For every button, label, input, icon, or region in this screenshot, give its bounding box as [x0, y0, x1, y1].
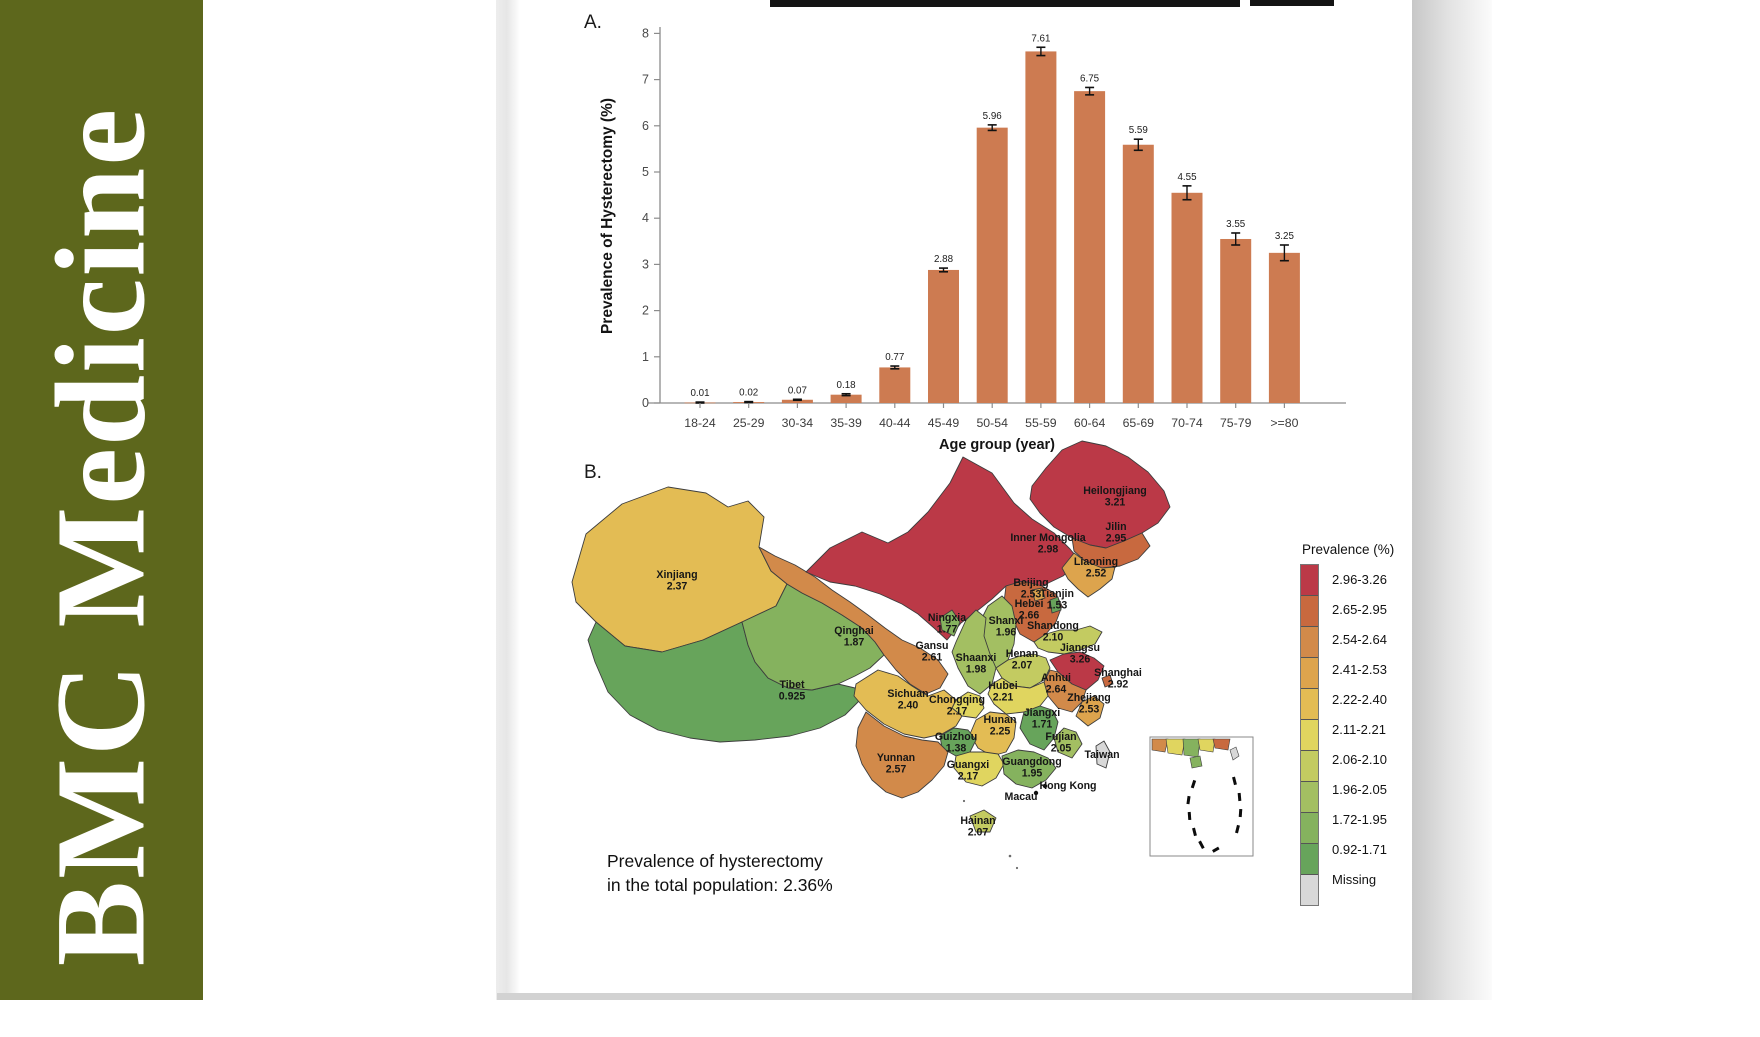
map-value-Anhui: 2.64 [1045, 683, 1067, 696]
map-value-Hubei: 2.21 [992, 691, 1014, 704]
map-value-Guangdong: 1.95 [1021, 767, 1043, 780]
x-tick-label: 18-24 [684, 416, 716, 430]
bar-value-label: 3.25 [1274, 230, 1294, 242]
legend-entry [1319, 804, 1387, 834]
map-legend [1300, 542, 1394, 906]
x-tick-label: 50-54 [976, 416, 1008, 430]
bar-value-label: 0.07 [787, 385, 807, 397]
legend-swatch-2.96-3.26 [1301, 565, 1318, 596]
map-value-Jilin: 2.95 [1105, 532, 1127, 545]
legend-entry-label: 2.54-2.64 [1332, 631, 1387, 647]
y-tick-label: 6 [642, 118, 649, 133]
map-value-Qinghai: 1.87 [843, 636, 865, 649]
legend-entry-label: Missing [1332, 871, 1377, 887]
map-label-Jilin: Jilin [1105, 521, 1127, 533]
map-label-Yunnan: Yunnan [876, 752, 916, 764]
legend-swatch-column [1300, 564, 1319, 906]
legend-entry [1319, 714, 1387, 744]
legend-swatch-2.11-2.21 [1301, 720, 1318, 751]
map-value-Shandong: 2.10 [1042, 631, 1064, 644]
journal-spine [0, 0, 203, 1000]
map-value-Shaanxi: 1.98 [965, 663, 987, 676]
map-label-Hainan: Hainan [960, 815, 996, 827]
x-tick-label: 25-29 [732, 416, 765, 430]
map-value-Hebei: 2.66 [1018, 609, 1040, 622]
y-tick-label: 3 [642, 257, 649, 272]
map-label-Tibet: Tibet [779, 679, 805, 691]
map-label-Hubei: Hubei [988, 680, 1018, 692]
map-label-Shanxi: Shanxi [988, 615, 1024, 627]
legend-entry-label: 2.96-3.26 [1332, 571, 1387, 587]
y-tick-label: 7 [642, 72, 649, 87]
map-label-Zhejiang: Zhejiang [1067, 692, 1111, 704]
legend-entry-label: 2.65-2.95 [1332, 601, 1387, 617]
x-tick-label: 35-39 [830, 416, 862, 430]
legend-entry-label: 2.41-2.53 [1332, 661, 1387, 677]
map-value-Jiangxi: 1.71 [1031, 718, 1053, 731]
bar-65-69 [1123, 145, 1154, 403]
map-label-Ningxia: Ningxia [927, 612, 967, 624]
map-value-Tibet: 0.925 [778, 690, 806, 703]
legend-entry-label: 0.92-1.71 [1332, 841, 1387, 857]
map-label-Heilongjiang: Heilongjiang [1083, 485, 1147, 497]
map-label-Guangdong: Guangdong [1002, 756, 1062, 768]
map-value-Tianjin: 1.53 [1046, 599, 1068, 612]
bar-value-label: 2.88 [933, 254, 954, 266]
x-tick-label: 45-49 [927, 416, 960, 430]
legend-entry [1319, 594, 1387, 624]
bar-50-54 [977, 128, 1008, 403]
map-label-Taiwan: Taiwan [1084, 749, 1120, 761]
panel-a-label: A. [584, 12, 602, 33]
legend-swatch-0.92-1.71 [1301, 844, 1318, 875]
legend-entry [1319, 834, 1387, 864]
map-label-Hunan: Hunan [983, 714, 1017, 726]
legend-swatch-2.65-2.95 [1301, 596, 1318, 627]
legend-entry [1319, 624, 1387, 654]
y-tick-label: 0 [642, 396, 649, 410]
map-label-Jiangxi: Jiangxi [1023, 707, 1061, 719]
legend-swatch-2.54-2.64 [1301, 627, 1318, 658]
bar-70-74 [1172, 193, 1203, 403]
legend-entry-label: 2.06-2.10 [1332, 751, 1387, 767]
map-label-Guizhou: Guizhou [934, 731, 978, 743]
map-label-Hebei: Hebei [1014, 598, 1044, 610]
map-value-Zhejiang: 2.53 [1078, 703, 1100, 716]
legend-swatch-2.22-2.40 [1301, 689, 1318, 720]
legend-swatch-2.41-2.53 [1301, 658, 1318, 689]
bar-value-label: 0.02 [739, 387, 759, 399]
map-value-Beijing: 2.53 [1020, 588, 1042, 601]
map-label-Shaanxi: Shaanxi [955, 652, 997, 664]
map-value-Chongqing: 2.17 [946, 705, 968, 718]
legend-entry [1319, 564, 1387, 594]
bar-value-label: 0.01 [690, 388, 710, 400]
y-tick-label: 4 [642, 211, 649, 226]
x-tick-label: >=80 [1270, 416, 1299, 430]
y-tick-label: 1 [642, 349, 649, 364]
map-label-Gansu: Gansu [915, 640, 949, 652]
x-tick-label: 60-64 [1073, 416, 1106, 430]
china-prevalence-map [560, 425, 1360, 1000]
bar-value-label: 0.18 [836, 379, 856, 391]
map-label-Chongqing: Chongqing [929, 694, 985, 706]
legend-swatch-1.96-2.05 [1301, 782, 1318, 813]
x-tick-label: 65-69 [1122, 416, 1155, 430]
map-label-Henan: Henan [1005, 648, 1039, 660]
legend-entry [1319, 654, 1387, 684]
map-label-Beijing: Beijing [1013, 577, 1049, 589]
bar-40-44 [879, 367, 910, 403]
map-value-Henan: 2.07 [1011, 659, 1033, 672]
map-label-Sichuan: Sichuan [887, 688, 929, 700]
map-label-Anhui: Anhui [1040, 672, 1072, 684]
map-value-Heilongjiang: 3.21 [1104, 496, 1126, 509]
map-label-Xinjiang: Xinjiang [656, 569, 698, 581]
map-label-Macau: Macau [1004, 791, 1038, 803]
map-value-Hainan: 2.07 [967, 826, 989, 839]
bar-75-79 [1220, 239, 1251, 403]
map-value-Gansu: 2.61 [921, 651, 943, 664]
x-tick-label: 75-79 [1219, 416, 1252, 430]
legend-swatch-1.72-1.95 [1301, 813, 1318, 844]
page-left-edge-shadow [496, 0, 520, 1000]
map-label-Guangxi: Guangxi [946, 759, 990, 771]
annotation-line-1: Prevalence of hysterectomy [607, 851, 823, 871]
map-label-Liaoning: Liaoning [1073, 556, 1119, 568]
legend-title: Prevalence (%) [1302, 542, 1395, 557]
map-label-Jiangsu: Jiangsu [1059, 642, 1101, 654]
map-label-Hong Kong: Hong Kong [1039, 780, 1097, 792]
x-tick-label: 30-34 [781, 416, 814, 430]
y-tick-label: 5 [642, 165, 649, 179]
bar-value-label: 5.96 [982, 110, 1002, 122]
legend-swatch-Missing [1301, 875, 1318, 905]
map-label-Inner Mongolia: Inner Mongolia [1010, 532, 1086, 544]
south-china-sea-inset [1150, 737, 1253, 856]
total-prevalence-annotation [607, 849, 833, 897]
map-label-Tianjin: Tianjin [1040, 588, 1074, 600]
bar-value-label: 5.59 [1128, 125, 1148, 137]
bar->=80 [1269, 253, 1300, 403]
map-value-Xinjiang: 2.37 [666, 580, 688, 593]
bar-value-label: 7.61 [1031, 33, 1051, 45]
x-axis-title: Age group (year) [938, 437, 1056, 453]
map-value-Fujian: 2.05 [1050, 742, 1072, 755]
age-prevalence-bar-chart [560, 0, 1360, 460]
map-value-Sichuan: 2.40 [897, 699, 919, 712]
map-label-Shandong: Shandong [1027, 620, 1079, 632]
map-value-Liaoning: 2.52 [1085, 567, 1107, 580]
bar-value-label: 6.75 [1080, 73, 1100, 85]
bar-55-59 [1025, 51, 1056, 403]
legend-swatch-2.06-2.10 [1301, 751, 1318, 782]
annotation-line-2: in the total population: 2.36% [607, 875, 833, 895]
map-value-Shanxi: 1.96 [995, 626, 1017, 639]
bar-45-49 [928, 270, 959, 403]
legend-entry-label: 2.11-2.21 [1332, 721, 1386, 737]
bar-value-label: 4.55 [1177, 171, 1197, 183]
y-axis-title: Prevalence of Hysterectomy (%) [599, 97, 616, 335]
map-value-Inner Mongolia: 2.98 [1037, 543, 1059, 556]
y-tick-label: 8 [642, 26, 649, 41]
bar-value-label: 3.55 [1226, 218, 1246, 230]
map-value-Guizhou: 1.38 [945, 742, 967, 755]
bar-value-label: 0.77 [885, 352, 905, 364]
map-value-Yunnan: 2.57 [885, 763, 907, 776]
map-value-Hunan: 2.25 [989, 725, 1011, 738]
map-value-Jiangsu: 3.26 [1069, 653, 1091, 666]
legend-entry [1319, 864, 1387, 894]
legend-entry-label: 2.22-2.40 [1332, 691, 1387, 707]
legend-label-column [1319, 564, 1387, 906]
map-value-Shanghai: 2.92 [1107, 678, 1129, 691]
legend-entry-label: 1.72-1.95 [1332, 811, 1387, 827]
map-value-Ningxia: 1.77 [936, 623, 958, 636]
y-tick-label: 2 [642, 303, 649, 318]
map-label-Shanghai: Shanghai [1094, 667, 1142, 679]
panel-b-label: B. [584, 462, 602, 483]
x-tick-label: 55-59 [1025, 416, 1057, 430]
legend-entry-label: 1.96-2.05 [1332, 781, 1387, 797]
x-tick-label: 70-74 [1171, 416, 1203, 430]
legend-entry [1319, 744, 1387, 774]
x-tick-label: 40-44 [879, 416, 911, 430]
legend-entry [1319, 684, 1387, 714]
bar-60-64 [1074, 91, 1105, 403]
map-value-Guangxi: 2.17 [957, 770, 979, 783]
legend-entry [1319, 774, 1387, 804]
page-right-edge-shadow [1412, 0, 1492, 1000]
map-label-Qinghai: Qinghai [834, 625, 874, 637]
map-label-Fujian: Fujian [1045, 731, 1077, 743]
journal-title: BMC Medicine [29, 106, 172, 967]
